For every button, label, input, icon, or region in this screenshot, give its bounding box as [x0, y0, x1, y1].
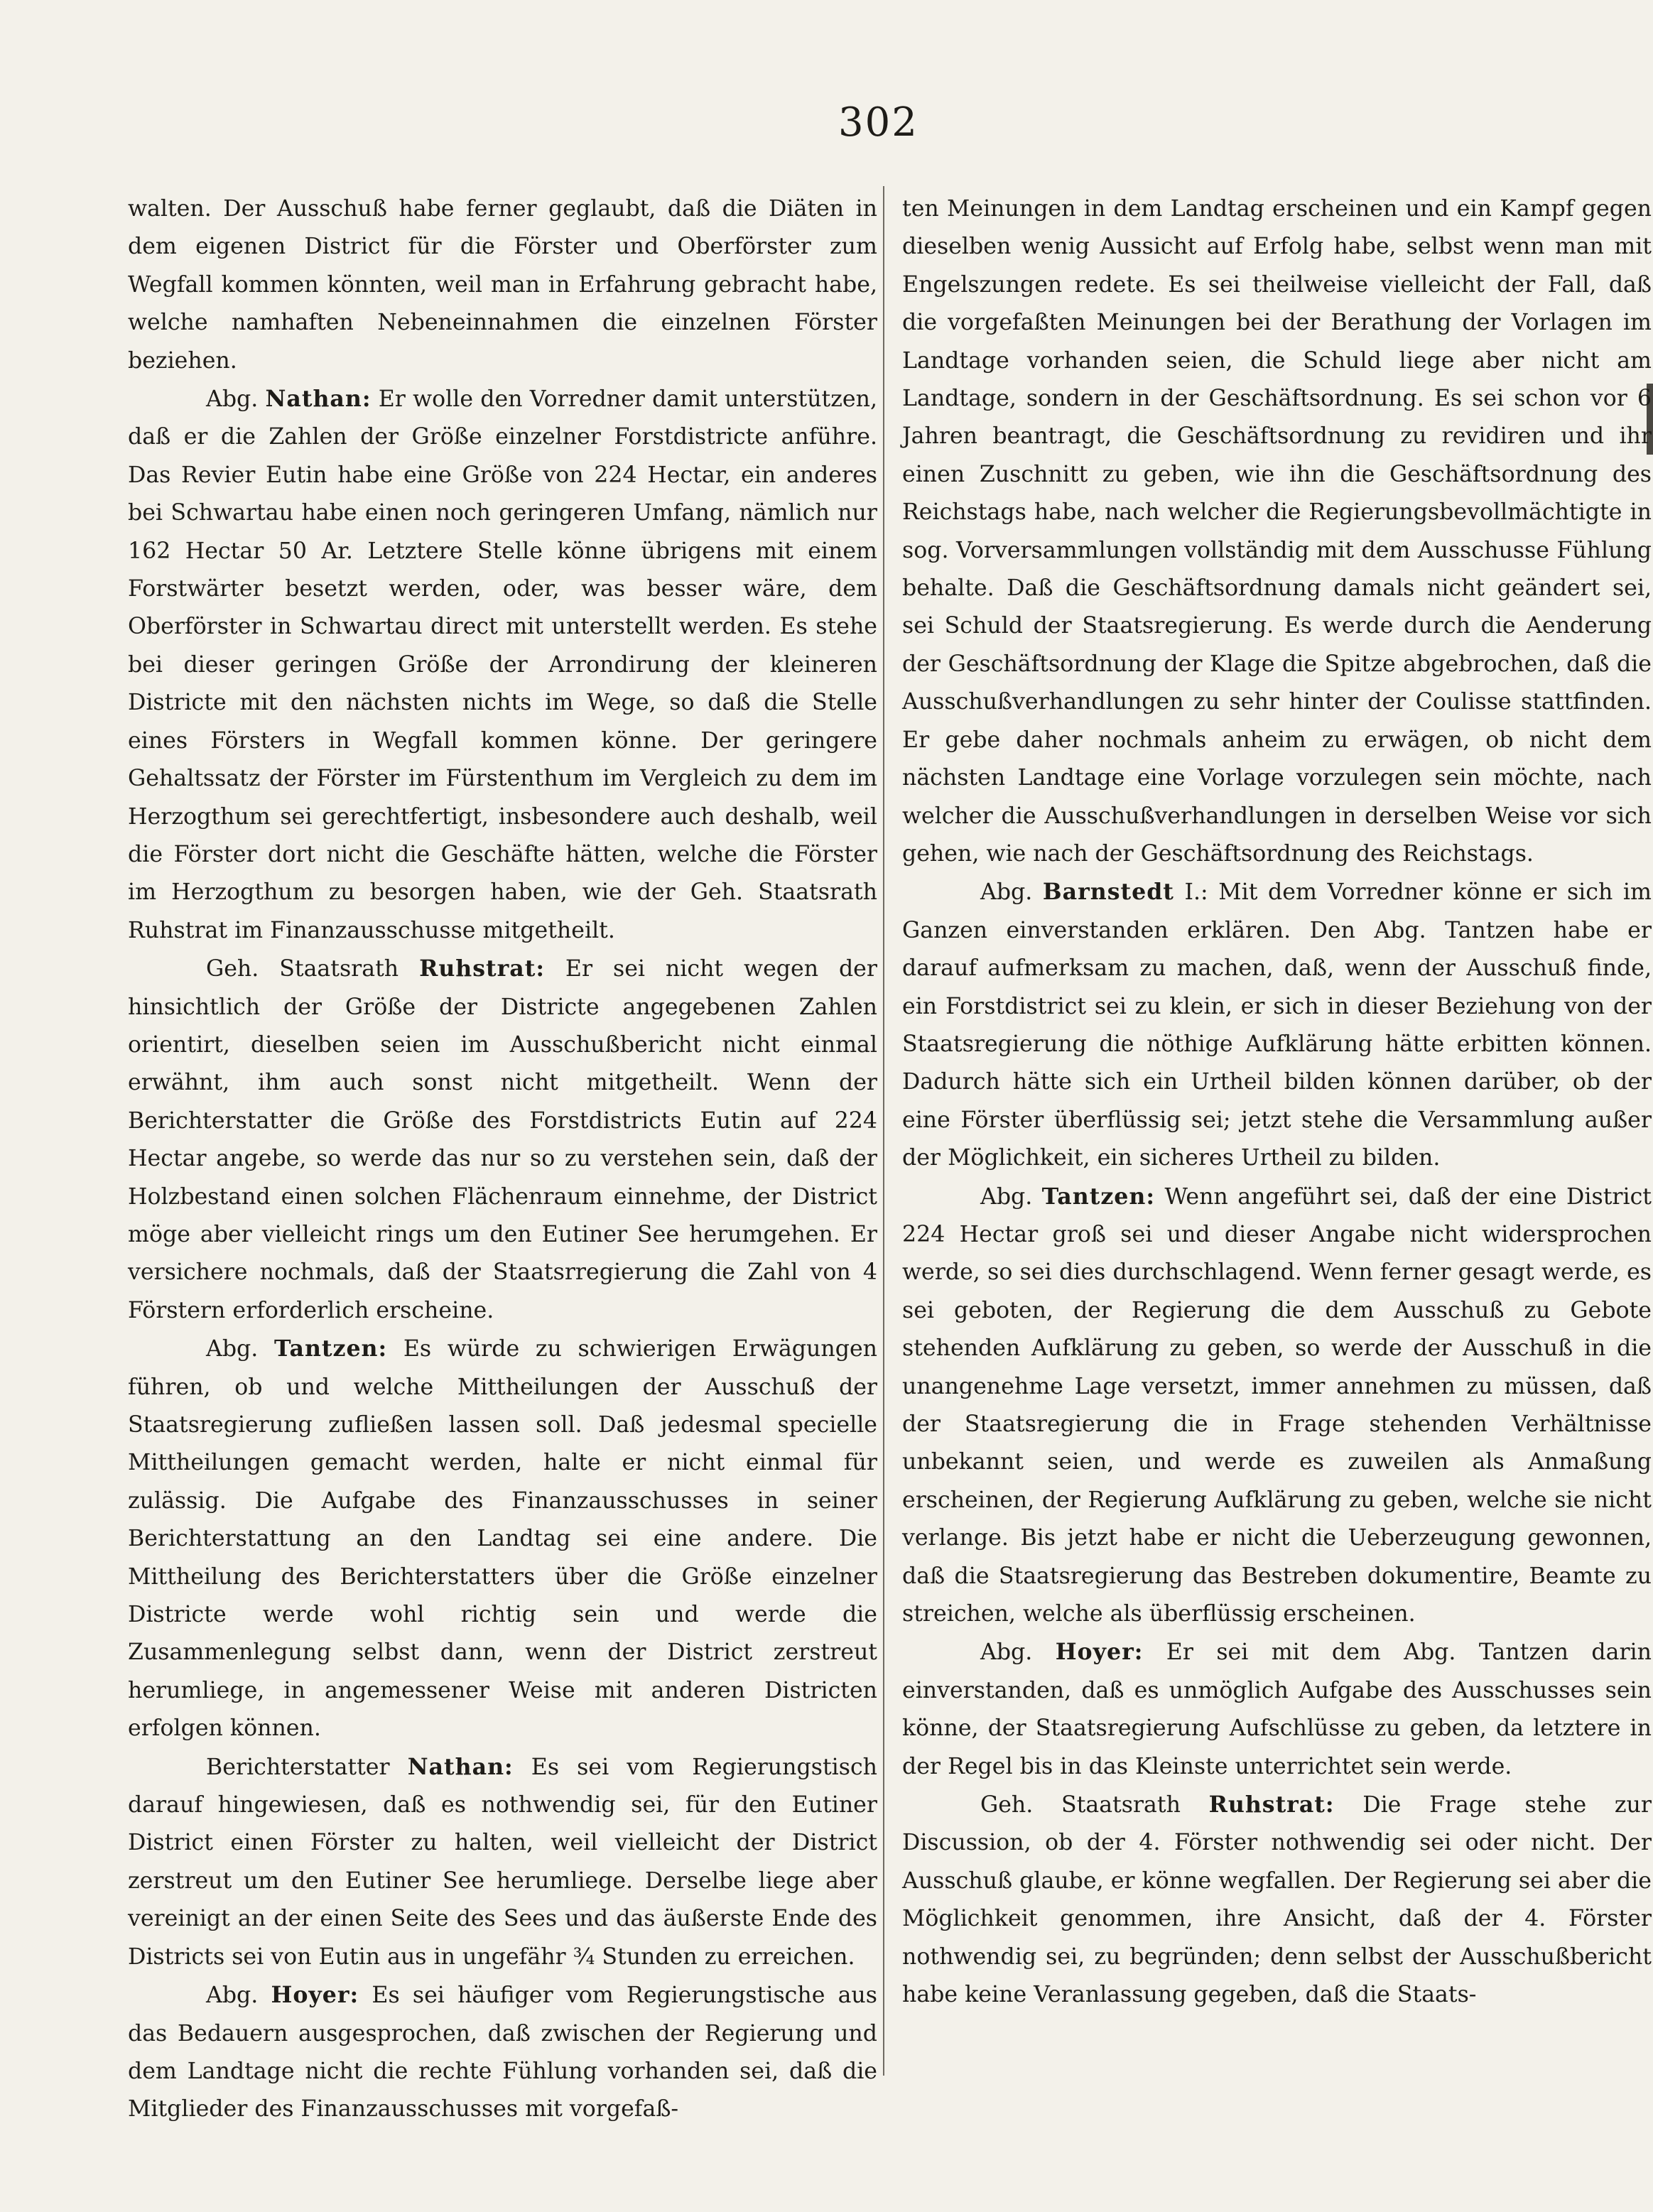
paragraph: [128, 1748, 877, 1976]
paragraph-text: Er sei mit dem Abg. Tantzen darin einverstanden, daß es unmöglich Aufgabe des Ausschusses sein könne, der Staatsregierung Aufschlüsse zu geben, da letztere in der Regel bis in das Kleinste unterrichtet sein werde.: [902, 1639, 1652, 1779]
left-column: [128, 190, 877, 2129]
speaker-title: Abg.: [980, 1183, 1042, 1210]
paragraph: [902, 1786, 1652, 2014]
speaker-title: Abg.: [206, 386, 266, 413]
speaker-name: Nathan:: [407, 1753, 514, 1780]
paragraph: [128, 190, 877, 380]
paragraph: [128, 1330, 877, 1747]
paragraph-text: Die Frage stehe zur Discussion, ob der 4. Förster nothwendig sei oder nicht. Der Ausschuß glaube, er könne wegfallen. Der Regierung sei aber die Möglichkeit genommen, ihre Ansicht, daß der 4. Förster nothwendig sei, zu begründen; denn selbst der Ausschußbericht habe keine Veranlassung gegeben, daß die Staats-: [902, 1792, 1652, 2008]
paragraph: [902, 1633, 1652, 1786]
paragraph: [902, 1178, 1652, 1634]
paragraph: [128, 380, 877, 950]
paragraph: [128, 950, 877, 1330]
page-number: 302: [838, 99, 918, 146]
speaker-name: Barnstedt: [1042, 879, 1174, 906]
column-divider: [883, 186, 884, 2076]
speaker-title: Abg.: [980, 1639, 1056, 1666]
speaker-name: Nathan:: [265, 386, 372, 413]
paragraph-text: Wenn angeführt sei, daß der eine District 224 Hectar groß sei und dieser Angabe nicht widersprochen werde, so sei dies durchschlagend. Wenn ferner gesagt werde, es sei geboten, der Regierung die dem Ausschuß zu Gebote stehenden Aufklärung zu geben, so werde der Ausschuß in die unangenehme Lage versetzt, immer annehmen zu müssen, daß der Staatsregierung die in Frage stehenden Verhältnisse unbekannt seien, und werde es zuweilen als Anmaßung erscheinen, der Regierung Aufklärung zu geben, welche sie nicht verlange. Bis jetzt habe er nicht die Ueberzeugung gewonnen, daß die Staatsregierung das Bestreben dokumentire, Beamte zu streichen, welche als überflüssig erscheinen.: [902, 1183, 1652, 1627]
paragraph-text: Es würde zu schwierigen Erwägungen führen, ob und welche Mittheilungen der Ausschuß der Staatsregierung zufließen lassen soll. Daß jedesmal specielle Mittheilungen gemacht werden, halte er nicht einmal für zulässig. Die Aufgabe des Finanzausschusses in seiner Berichterstattung an den Landtag sei eine andere. Die Mittheilung des Berichterstatters über die Größe einzelner Districte werde wohl richtig sein und werde die Zusammenlegung selbst dann, wenn der District zerstreut herumliege, in angemessener Weise mit anderen Districten erfolgen können.: [128, 1336, 877, 1742]
speaker-name: Tantzen:: [1041, 1183, 1155, 1210]
paragraph-text: Es sei vom Regierungstisch darauf hingewiesen, daß es nothwendig sei, für den Eutiner District einen Förster zu halten, weil vielleicht der District zerstreut um den Eutiner See herumliege. Derselbe liege aber vereinigt an der einen Seite des Sees und das äußerste Ende des Districts sei von Eutin aus in ungefähr ¾ Stunden zu erreichen.: [128, 1754, 877, 1970]
speaker-title: Berichterstatter: [206, 1754, 408, 1780]
speaker-suffix: I.:: [1174, 879, 1208, 906]
paragraph-text: walten. Der Ausschuß habe ferner geglaubt, daß die Diäten in dem eigenen District für die Förster und Oberförster zum Wegfall kommen könnten, weil man in Erfahrung gebracht habe, welche namhaften Nebeneinnahmen die einzelnen Förster beziehen.: [128, 196, 877, 374]
speaker-name: Tantzen:: [273, 1335, 388, 1362]
speaker-name: Hoyer:: [271, 1982, 359, 2009]
paragraph-text: Mit dem Vorredner könne er sich im Ganzen einverstanden erklären. Den Abg. Tantzen habe er darauf aufmerksam zu machen, daß, wenn der Ausschuß finde, ein Forstdistrict sei zu klein, er sich in dieser Beziehung von der Staatsregierung die nöthige Aufklärung hätte erbitten können. Dadurch hätte sich ein Urtheil bilden können darüber, ob der eine Förster überflüssig sei; jetzt stehe die Versammlung außer der Möglichkeit, ein sicheres Urtheil zu bilden.: [902, 879, 1652, 1171]
speaker-title: Geh. Staatsrath: [206, 956, 420, 982]
paragraph-text: Er sei nicht wegen der hinsichtlich der Größe der Districte angegebenen Zahlen orientirt, dieselben seien im Ausschußbericht nicht einmal erwähnt, ihm auch sonst nicht mitgetheilt. Wenn der Berichterstatter die Größe des Forstdistricts Eutin auf 224 Hectar angebe, so werde das nur so zu verstehen sein, daß der Holzbestand einen solchen Flächenraum einnehme, der District möge aber vielleicht rings um den Eutiner See herumgehen. Er versichere nochmals, daß der Staatsrregierung die Zahl von 4 Förstern erforderlich erscheine.: [128, 956, 877, 1323]
paragraph: [902, 873, 1652, 1177]
paragraph-text: ten Meinungen in dem Landtag erscheinen und ein Kampf gegen dieselben wenig Aussicht auf Erfolg habe, selbst wenn man mit Engelszungen redete. Es sei theilweise vielleicht der Fall, daß die vorgefaßten Meinungen bei der Berathung der Vorlagen im Landtage vorhanden seien, die Schuld liege aber nicht am Landtage, sondern in der Geschäftsordnung. Es sei schon vor 6 Jahren beantragt, die Geschäftsordnung zu revidiren und ihr einen Zuschnitt zu geben, wie ihn die Geschäftsordnung des Reichstags habe, nach welcher die Regierungsbevollmächtigte in sog. Vorversammlungen vollständig mit dem Ausschusse Fühlung behalte. Daß die Geschäftsordnung damals nicht geändert sei, sei Schuld der Staatsregierung. Es werde durch die Aenderung der Geschäftsordnung der Klage die Spitze abgebrochen, daß die Ausschußverhandlungen zu sehr hinter der Coulisse stattfinden. Er gebe daher nochmals anheim zu erwägen, ob nicht dem nächsten Landtage eine Vorlage vorzulegen sein möchte, nach welcher die Ausschußverhandlungen in derselben Weise vor sich gehen, wie nach der Geschäftsordnung des Reichstags.: [902, 196, 1652, 867]
speaker-name: Ruhstrat:: [419, 955, 546, 982]
paragraph-text: Er wolle den Vorredner damit unterstützen, daß er die Zahlen der Größe einzelner Forstdistricte anführe. Das Revier Eutin habe eine Größe von 224 Hectar, ein anderes bei Schwartau habe einen noch geringeren Umfang, nämlich nur 162 Hectar 50 Ar. Letztere Stelle könne übrigens mit einem Forstwärter besetzt werden, oder, was besser wäre, dem Oberförster in Schwartau direct mit unterstellt werden. Es stehe bei dieser geringen Größe der Arrondirung der kleineren Districte mit den nächsten nichts im Wege, so daß die Stelle eines Försters in Wegfall kommen könne. Der geringere Gehaltssatz der Förster im Fürstenthum im Vergleich zu dem im Herzogthum sei gerechtfertigt, insbesondere auch deshalb, weil die Förster dort nicht die Geschäfte hätten, welche die Förster im Herzogthum zu besorgen haben, wie der Geh. Staatsrath Ruhstrat im Finanzausschusse mitgetheilt.: [128, 386, 877, 943]
speaker-title: Abg.: [206, 1983, 271, 2009]
paragraph: [128, 1976, 877, 2129]
speaker-name: Ruhstrat:: [1208, 1791, 1335, 1818]
speaker-title: Abg.: [206, 1336, 274, 1362]
paragraph: [902, 190, 1652, 873]
speaker-title: Abg.: [980, 879, 1043, 906]
speaker-title: Geh. Staatsrath: [980, 1792, 1209, 1818]
speaker-name: Hoyer:: [1055, 1639, 1144, 1666]
paragraph-text: Es sei häufiger vom Regierungstische aus das Bedauern ausgesprochen, daß zwischen der Regierung und dem Landtage nicht die rechte Fühlung vorhanden sei, daß die Mitglieder des Finanzausschusses mit vorgefaß-: [128, 1983, 877, 2122]
right-column: [902, 190, 1652, 2015]
